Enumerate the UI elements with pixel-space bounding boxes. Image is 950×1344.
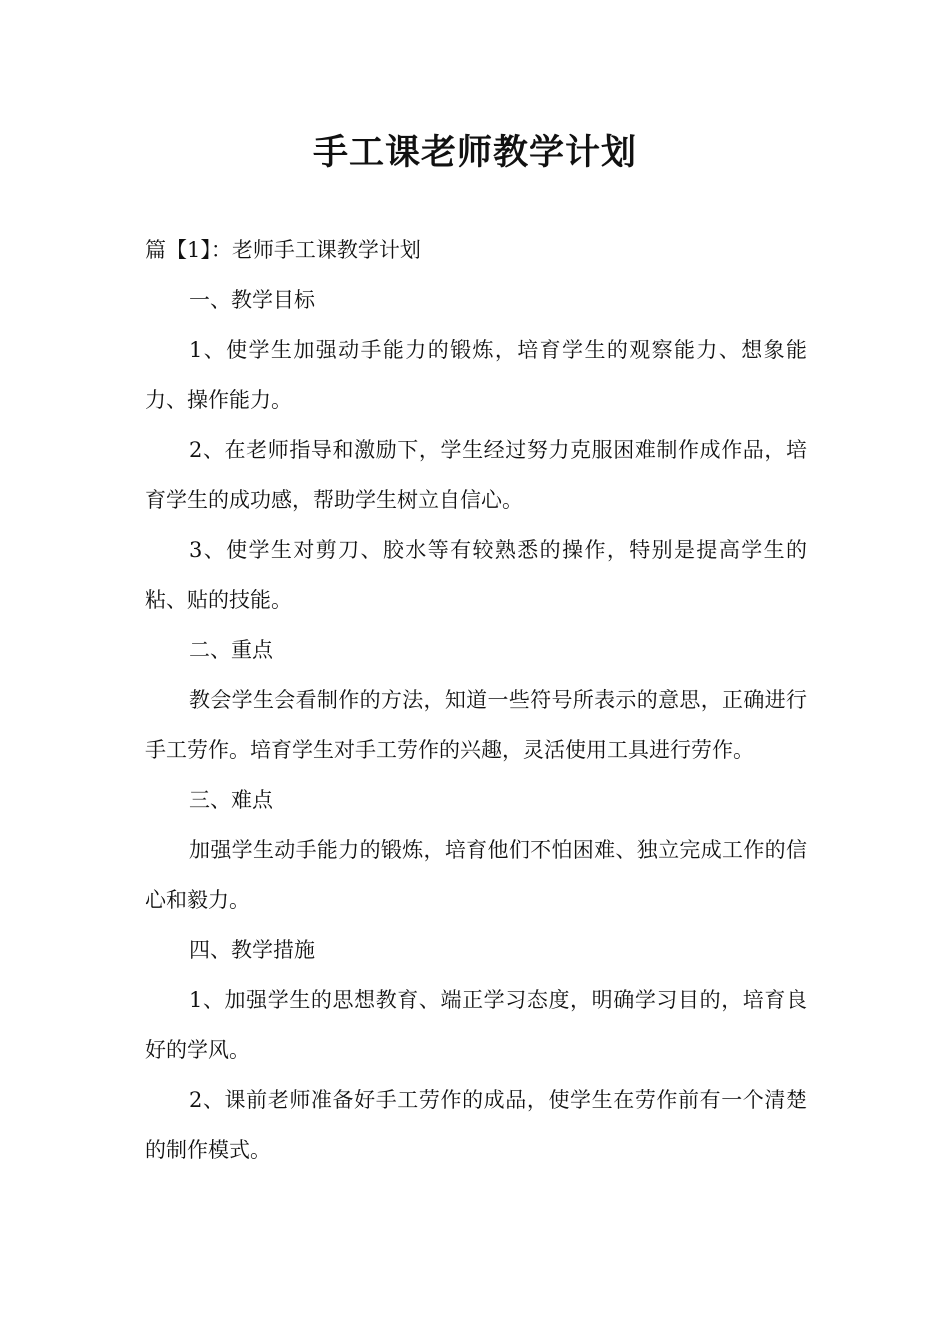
section-heading: 篇【1】：老师手工课教学计划 [145,238,421,262]
paragraph: 1、加强学生的思想教育、端正学习态度，明确学习目的，培育良好的学风。 [145,988,807,1062]
paragraph: 2、课前老师准备好手工劳作的成品，使学生在劳作前有一个清楚的制作模式。 [145,1088,807,1162]
paragraph: 加强学生动手能力的锻炼，培育他们不怕困难、独立完成工作的信心和毅力。 [145,838,807,912]
document-body [145,225,807,1175]
paragraph: 三、难点 [189,788,273,812]
paragraph: 1、使学生加强动手能力的锻炼，培育学生的观察能力、想象能力、操作能力。 [145,338,807,412]
paragraph: 一、教学目标 [189,288,315,312]
paragraph: 3、使学生对剪刀、胶水等有较熟悉的操作，特别是提高学生的粘、贴的技能。 [145,538,807,612]
paragraph: 2、在老师指导和激励下，学生经过努力克服困难制作成作品，培育学生的成功感，帮助学生树立自信心。 [145,438,807,512]
document-title: 手工课老师教学计划 [312,133,637,173]
paragraph: 二、重点 [189,638,273,662]
paragraph: 教会学生会看制作的方法，知道一些符号所表示的意思，正确进行手工劳作。培育学生对手工劳作的兴趣，灵活使用工具进行劳作。 [145,688,807,762]
paragraph: 四、教学措施 [189,938,315,962]
